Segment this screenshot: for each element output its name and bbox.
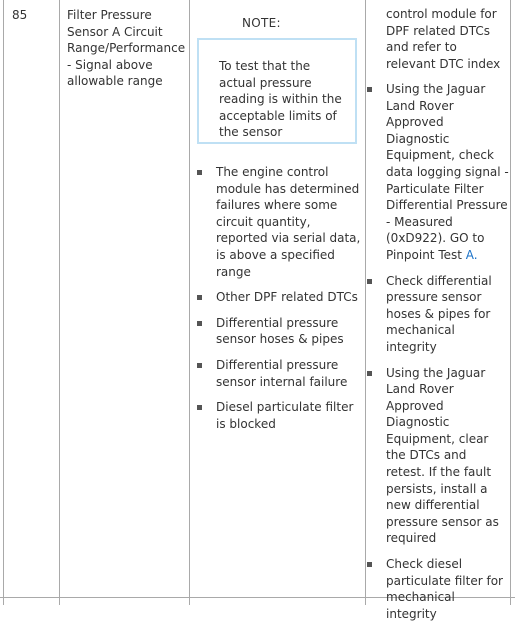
actions-list <box>367 81 509 631</box>
table-column-divider-2 <box>189 0 190 605</box>
action-continued-text: control module for DPF related DTCs and refer to relevant DTC index <box>386 7 501 71</box>
list-item: Other DPF related DTCs <box>197 289 363 306</box>
bullet-square-icon <box>367 371 372 376</box>
bullet-square-icon <box>197 321 202 326</box>
list-item: Check diesel particulate filter for mechanical integrity <box>367 556 509 622</box>
table-column-divider-3 <box>365 0 366 605</box>
list-item: Check differential pressure sensor hoses & pipes for mechanical integrity <box>367 273 509 356</box>
note-title: NOTE: <box>242 16 281 30</box>
list-item: Using the Jaguar Land Rover Approved Diagnostic Equipment, check data logging signal - Particulate Filter Differential Pressure - Measured (0xD922). GO to Pinpoint Test A. <box>367 81 509 264</box>
list-item: Differential pressure sensor hoses & pipes <box>197 315 363 348</box>
note-box <box>197 38 357 144</box>
dtc-code: 85 <box>12 8 28 22</box>
list-item: Using the Jaguar Land Rover Approved Diagnostic Equipment, clear the DTCs and retest. If the fault persists, install a new differential pressure sensor as required <box>367 365 509 548</box>
bullet-square-icon <box>197 170 202 175</box>
table-column-divider-1 <box>59 0 60 605</box>
bullet-square-icon <box>197 405 202 410</box>
table-border-left <box>3 0 4 605</box>
bullet-square-icon <box>367 562 372 567</box>
dtc-description: Filter Pressure Sensor A Circuit Range/Performance - Signal above allowable range <box>67 8 186 89</box>
table-border-right <box>510 0 511 605</box>
bullet-square-icon <box>367 279 372 284</box>
bullet-square-icon <box>367 87 372 92</box>
bullet-square-icon <box>197 295 202 300</box>
possible-causes-list <box>197 164 363 441</box>
list-item: Differential pressure sensor internal failure <box>197 357 363 390</box>
list-item: The engine control module has determined failures where some circuit quantity, reported via serial data, is above a specified range <box>197 164 363 280</box>
list-item: Diesel particulate filter is blocked <box>197 399 363 432</box>
note-text: To test that the actual pressure reading is within the acceptable limits of the sensor <box>219 59 342 140</box>
bullet-square-icon <box>197 363 202 368</box>
pinpoint-test-link[interactable]: A. <box>465 247 478 262</box>
